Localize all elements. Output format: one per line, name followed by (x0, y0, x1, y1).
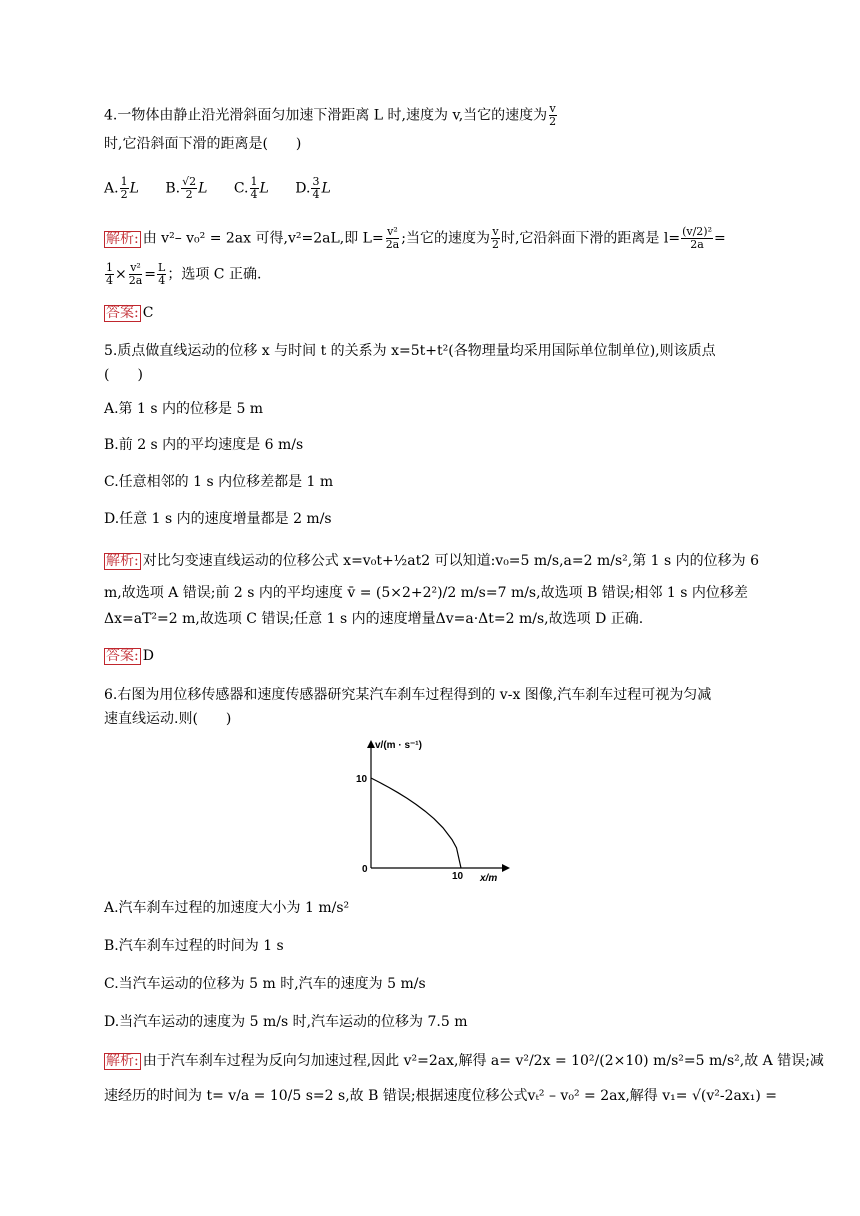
q4-analysis-line1: 解析: 由 v²– v₀² = 2ax 可得,v²=2aL,即 L= $\frac{\text{v²}}{2a}$ ;当它的速度为 $\frac{v}{2}$ 时,它沿斜面下滑的距离是 l= $\frac{\text{(v/2)²}}{2a}$ = (106, 225, 726, 251)
q6-analysis-line1 (104, 1052, 824, 1070)
q4-option-b (165, 176, 207, 201)
q6-option-a: A.汽车刹车过程的加速度大小为 1 m/s² (104, 900, 350, 916)
answer-value: D (142, 648, 154, 664)
frac-1-4: $\frac{1}{4}$ (106, 261, 113, 287)
frac-num: v (549, 102, 556, 115)
x-axis-label: x/m (480, 873, 498, 884)
frac-num: 3 (312, 175, 320, 188)
origin-label: 0 (362, 864, 368, 875)
v-x-graph (352, 736, 512, 886)
q6-analysis-line2: 速经历的时间为 t= v/a = 10/5 s=2 s,故 B 错误;根据速度位移公式vₜ² – v₀² = 2ax,解得 v₁= √(v²-2ax₁) = (104, 1088, 777, 1104)
x-axis-arrow (502, 864, 510, 872)
y-axis-arrow (367, 740, 375, 748)
frac-den: 4 (250, 188, 258, 201)
opt-suffix: L (198, 180, 208, 197)
q4-answer (104, 304, 153, 322)
analysis-text: 对比匀变速直线运动的位移公式 x=v₀t+½at2 可以知道:v₀=5 m/s,a=2 m/s²,第 1 s 内的位移为 6 (142, 553, 759, 569)
y-axis-label: v/(m · s⁻¹) (375, 740, 422, 751)
frac-num: 1 (120, 175, 128, 188)
opt-letter: B. (165, 180, 181, 197)
analysis-tag: 解析: (106, 553, 139, 569)
q4-option-c (234, 176, 269, 201)
analysis-text: 由于汽车刹车过程为反向匀加速过程,因此 v²=2ax,解得 a= v²/2x = 10²/(2×10) m/s²=5 m/s²,故 A 错误;减 (142, 1053, 824, 1069)
q5-answer (104, 647, 154, 665)
analysis-tag: 解析: (106, 230, 139, 247)
frac-den: 2 (120, 188, 128, 201)
answer-value: C (142, 305, 154, 321)
q5-stem-line2: ( ) (104, 367, 143, 383)
q5-stem-line1: 5.质点做直线运动的位移 x 与时间 t 的关系为 x=5t+t²(各物理量均采用国际单位制单位),则该质点 (104, 343, 716, 359)
answer-tag: 答案: (106, 648, 139, 664)
opt-frac (250, 176, 259, 201)
q6-option-b: B.汽车刹车过程的时间为 1 s (104, 938, 284, 954)
frac-l: $\frac{\text{(v/2)²}}{2a}$ (682, 225, 712, 251)
opt-letter: A. (104, 180, 119, 197)
frac-num: 1 (250, 175, 258, 188)
frac-v2-2a: $\frac{\text{v²}}{2a}$ (128, 261, 143, 287)
q6-option-c: C.当汽车运动的位移为 5 m 时,汽车的速度为 5 m/s (104, 976, 426, 992)
q5-option-c: C.任意相邻的 1 s 内位移差都是 1 m (104, 474, 334, 490)
frac-num: √2 (182, 175, 197, 188)
opt-frac (311, 176, 320, 201)
q4-option-a (104, 176, 139, 201)
q4-stem-text: 4.一物体由静止沿光滑斜面匀加速下滑距离 L 时,速度为 v,当它的速度为 (104, 107, 548, 124)
graph-axes (356, 740, 510, 884)
analysis-text: ；选项 C 正确. (167, 266, 262, 283)
q4-stem-line2: 时,它沿斜面下滑的距离是( ) (104, 136, 302, 152)
q6-option-d: D.当汽车运动的速度为 5 m/s 时,汽车运动的位移为 7.5 m (104, 1014, 468, 1030)
q4-stem-fraction (548, 103, 557, 128)
analysis-text: 由 v²– v₀² = 2ax 可得,v²=2aL,即 L= (142, 230, 384, 247)
q5-option-a: A.第 1 s 内的位移是 5 m (104, 401, 264, 417)
opt-suffix: L (129, 180, 139, 197)
q5-option-b: B.前 2 s 内的平均速度是 6 m/s (104, 437, 304, 453)
frac-l-4: $\frac{L}{4}$ (158, 261, 166, 287)
frac-v2-2a: $\frac{\text{v²}}{2a}$ (385, 225, 400, 251)
opt-letter: C. (233, 180, 249, 197)
q4-analysis-line2: $\frac{1}{4}$ × $\frac{\text{v²}}{2a}$ = $\frac{L}{4}$ ；选项 C 正确. (106, 261, 262, 287)
analysis-text: ;当它的速度为 (401, 230, 490, 247)
q4-options (104, 176, 353, 201)
q5-analysis-line1 (104, 552, 759, 570)
frac-den: 4 (312, 188, 320, 201)
frac-den: 2 (185, 188, 193, 201)
q6-stem-line2: 速直线运动.则( ) (104, 711, 232, 727)
analysis-text: 时,它沿斜面下滑的距离是 l= (500, 230, 681, 247)
frac-den: 2 (549, 115, 557, 128)
analysis-tag: 解析: (106, 1053, 139, 1069)
q4-option-d (295, 176, 330, 201)
opt-frac (120, 176, 129, 201)
series-curve (371, 778, 461, 868)
opt-letter: D. (295, 180, 311, 197)
q5-analysis-line2: m,故选项 A 错误;前 2 s 内的平均速度 v̄ = (5×2+2²)/2 m/s=7 m/s,故选项 B 错误;相邻 1 s 内位移差 (104, 585, 748, 601)
opt-suffix: L (321, 180, 331, 197)
x-tick-label: 10 (452, 871, 464, 882)
q4-stem-line1 (104, 103, 558, 128)
frac-v-2: $\frac{v}{2}$ (491, 225, 499, 251)
opt-frac (181, 176, 197, 201)
q5-analysis-line3: Δx=aT²=2 m,故选项 C 错误;任意 1 s 内的速度增量Δv=a·Δt=2 m/s,故选项 D 正确. (104, 611, 644, 627)
answer-tag: 答案: (106, 305, 139, 321)
y-tick-label: 10 (356, 774, 368, 785)
q6-stem-line1: 6.右图为用位移传感器和速度传感器研究某汽车刹车过程得到的 v-x 图像,汽车刹车过程可视为匀减 (104, 687, 712, 703)
opt-suffix: L (259, 180, 269, 197)
q5-option-d: D.任意 1 s 内的速度增量都是 2 m/s (104, 511, 332, 527)
